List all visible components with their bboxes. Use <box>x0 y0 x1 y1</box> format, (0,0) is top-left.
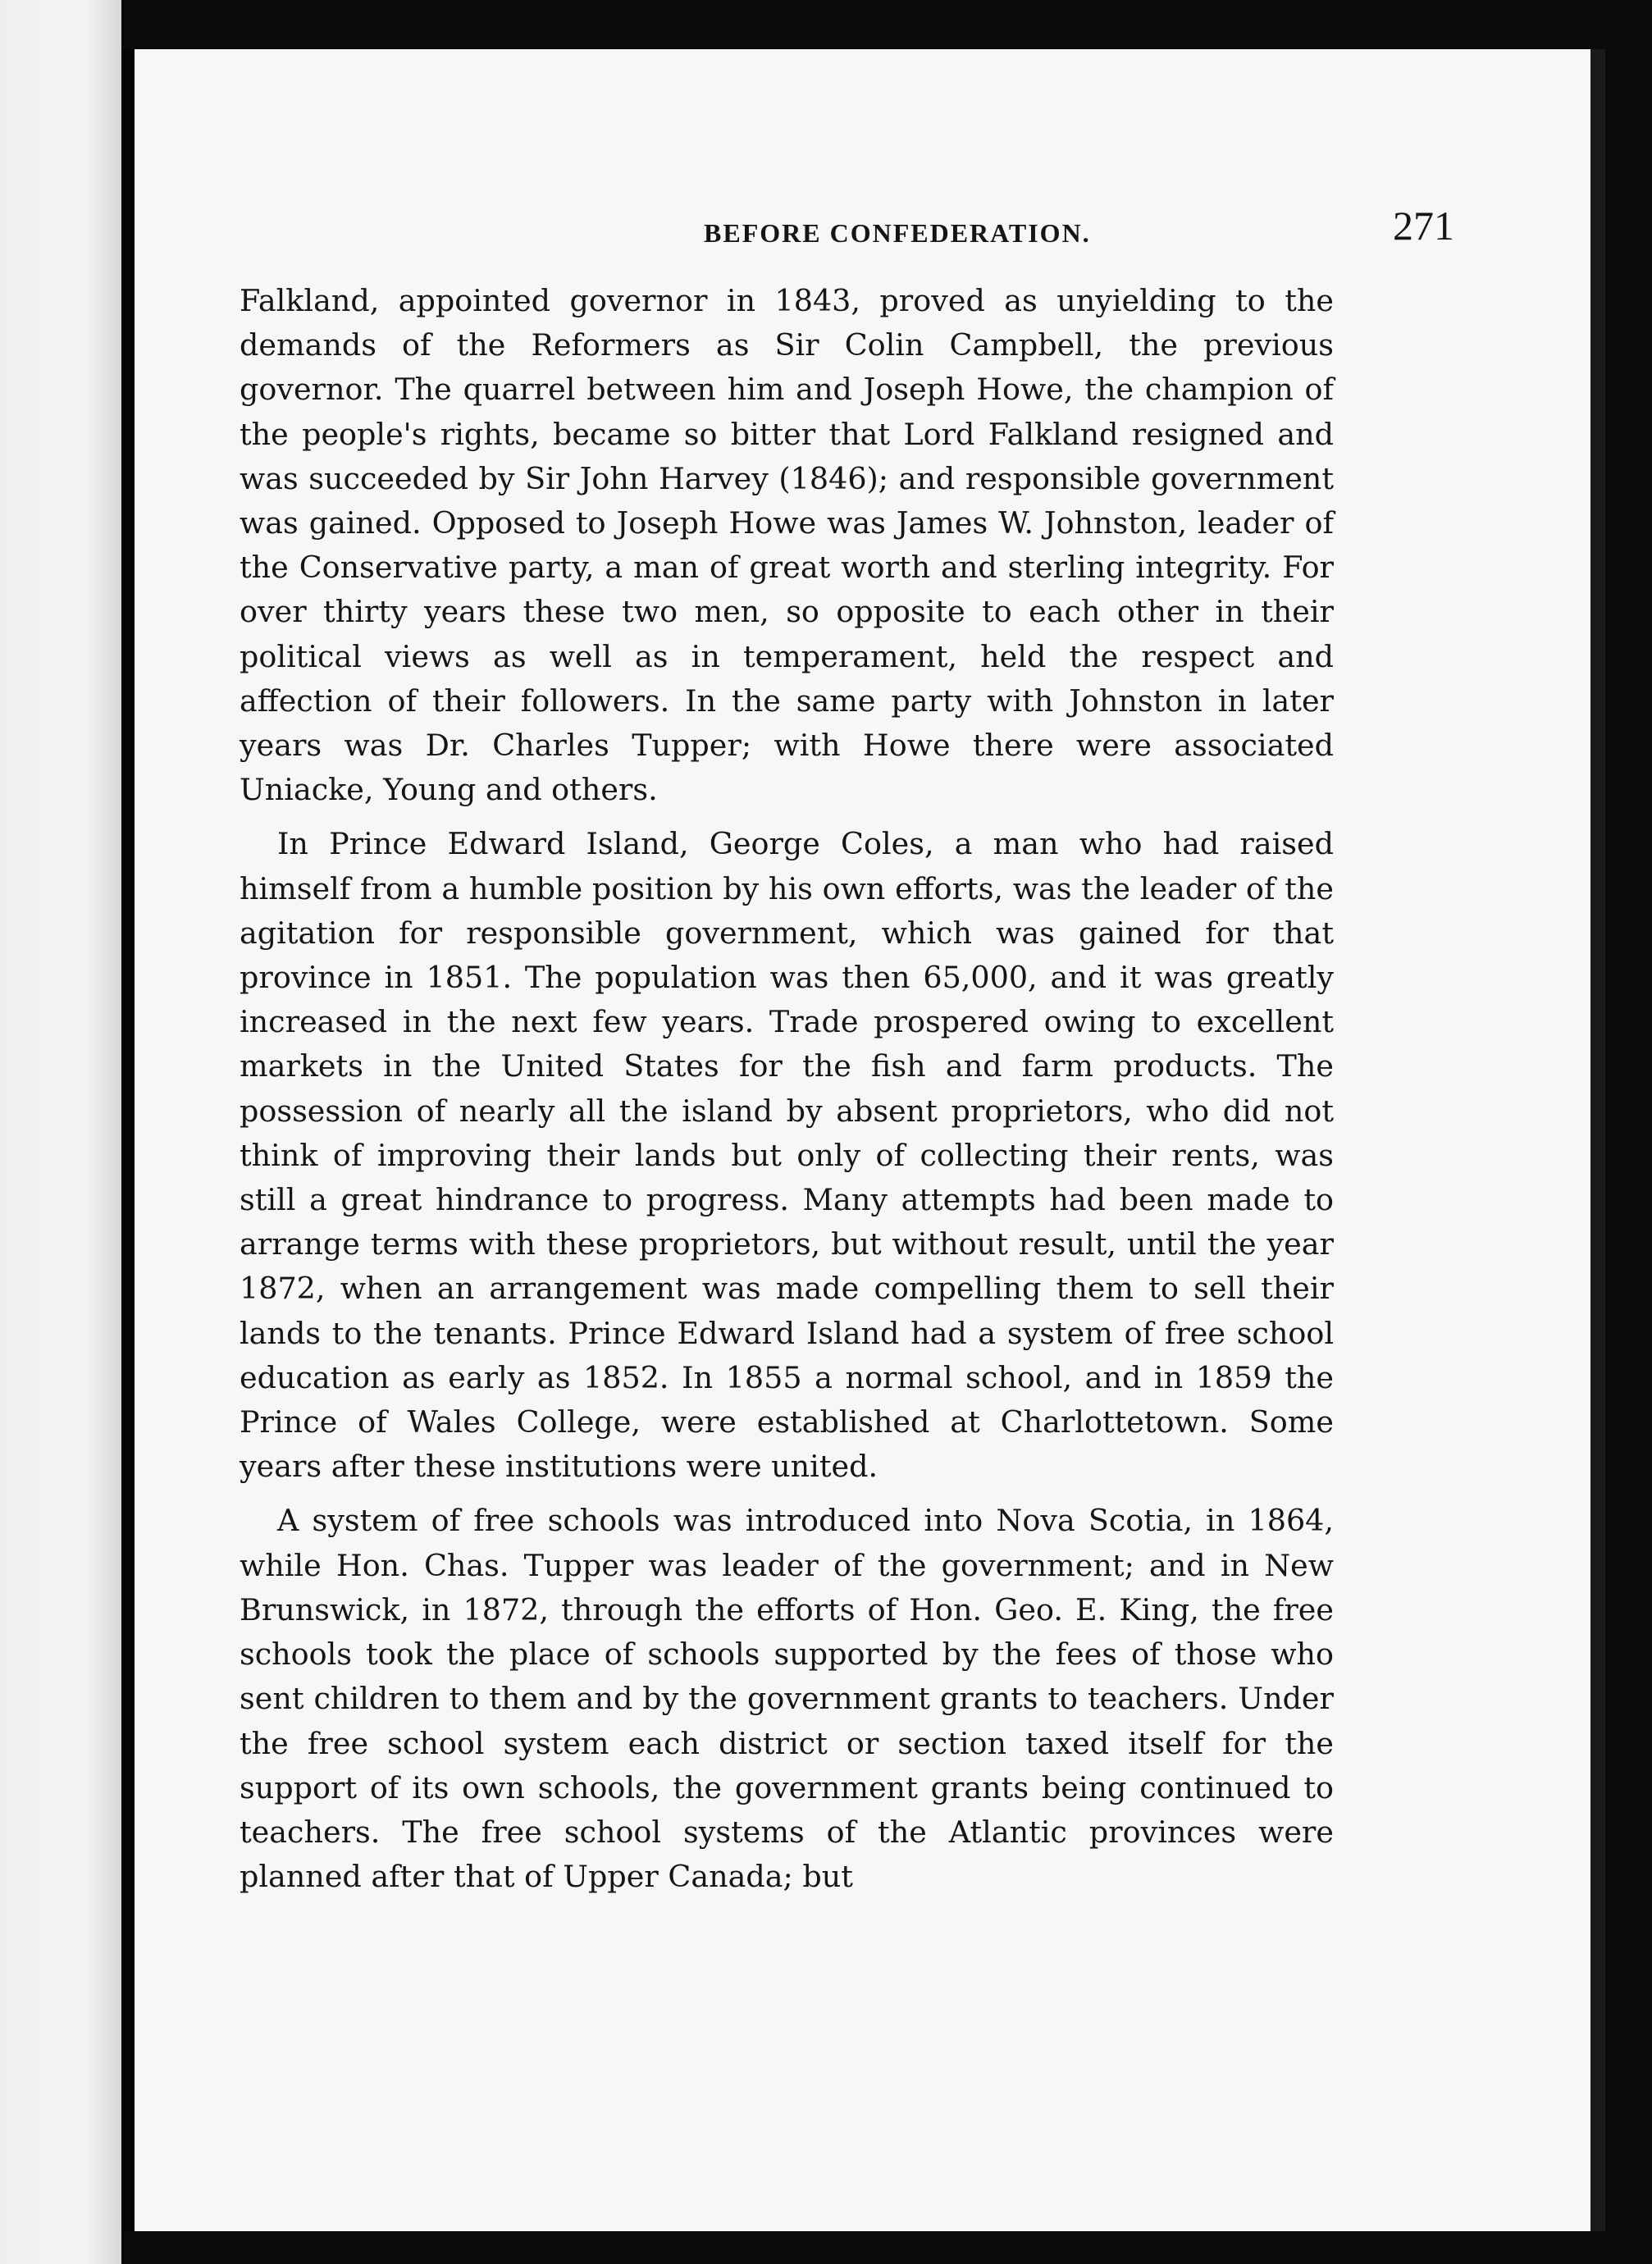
page-number: 271 <box>1393 203 1454 249</box>
book-gutter <box>121 49 135 2231</box>
page-header <box>272 197 1470 262</box>
left-margin-strip <box>0 0 121 2264</box>
paragraph-falkland: Falkland, appointed governor in 1843, proved as unyielding to the demands of the Reformers as Sir Colin Campbell, the previous governor. The quarrel between him and Joseph Howe, the champion of the people's rights, became so bitter that Lord Falkland resigned and was succeeded by Sir John Harvey (1846); and responsible government was gained. Opposed to Joseph Howe was James W. Johnston, leader of the Conservative party, a man of great worth and sterling integrity. For over thirty years these two men, so opposite to each other in their political views as well as in temperament, held the respect and affection of their followers. In the same party with Johnston in later years was Dr. Charles Tupper; with Howe there were associated Uniacke, Young and others. <box>240 283 1334 808</box>
running-head: BEFORE CONFEDERATION. <box>704 218 1091 248</box>
book-page <box>135 49 1590 2231</box>
paragraph-free-schools: A system of free schools was introduced into Nova Scotia, in 1864, while Hon. Chas. Tupper was leader of the government; and in New Brunswick, in 1872, through the efforts of Hon. Geo. E. King, the free schools took the place of schools supported by the fees of those who sent children to them and by the government grants to teachers. Under the free school system each district or section taxed itself for the support of its own schools, the government grants being continued to teachers. The free school systems of the Atlantic provinces were planned after that of Upper Canada; but <box>240 1503 1334 1895</box>
page-body <box>240 279 1334 1909</box>
right-page-edge <box>1590 49 1605 2231</box>
paragraph-prince-edward-island: In Prince Edward Island, George Coles, a man who had raised himself from a humble position by his own efforts, was the leader of the agitation for responsible government, which was gained for that province in 1851. The population was then 65,000, and it was greatly increased in the next few years. Trade prospered owing to excellent markets in the United States for the fish and farm products. The possession of nearly all the island by absent proprietors, who did not think of improving their lands but only of collecting their rents, was still a great hindrance to progress. Many attempts had been made to arrange terms with these proprietors, but without result, until the year 1872, when an arrangement was made compelling them to sell their lands to the tenants. Prince Edward Island had a system of free school education as early as 1852. In 1855 a normal school, and in 1859 the Prince of Wales College, were established at Charlottetown. Some years after these institutions were united. <box>240 826 1334 1485</box>
